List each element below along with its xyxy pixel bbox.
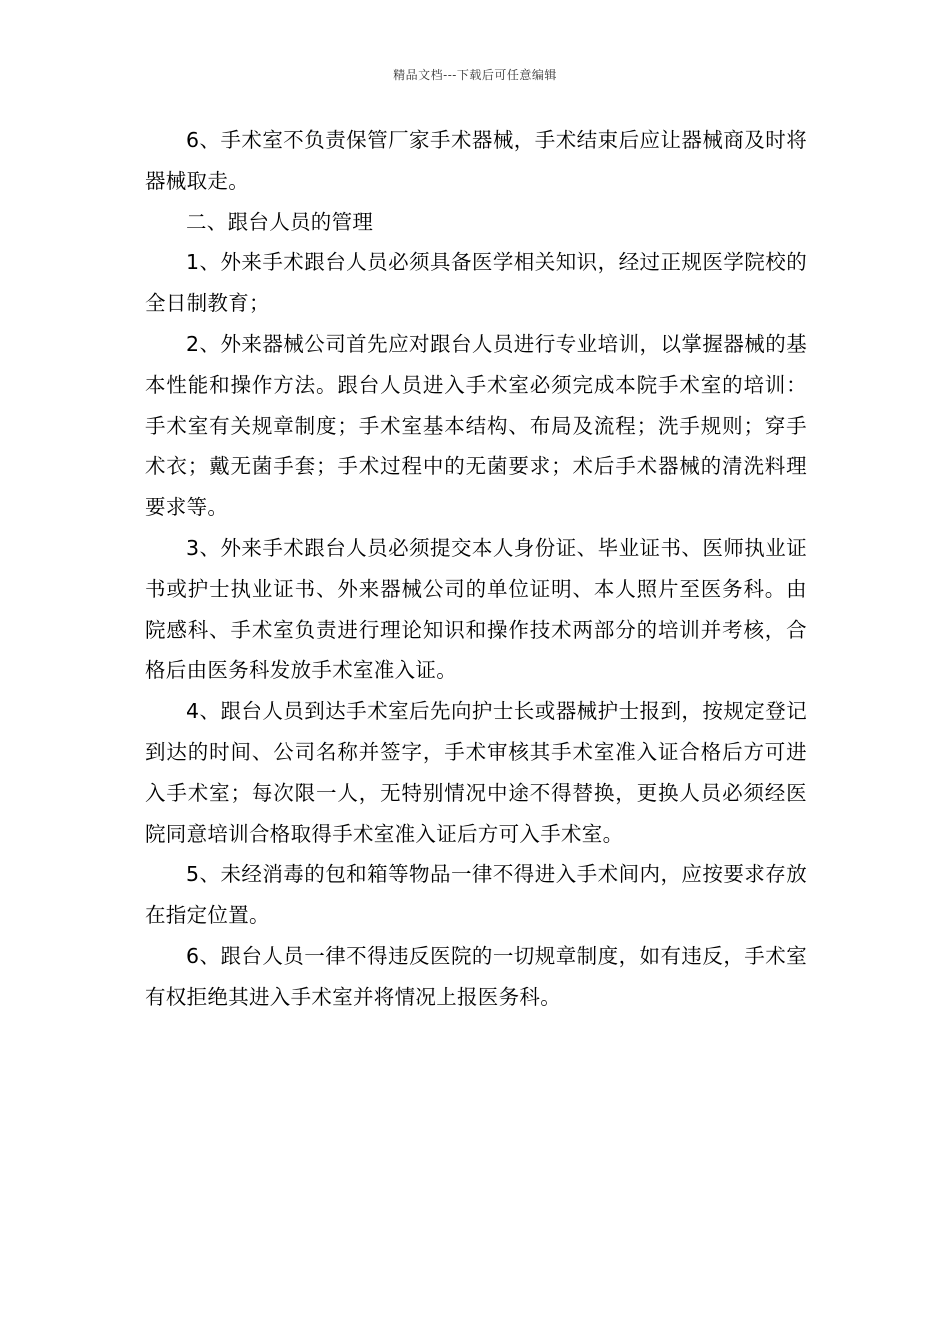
document-body [145,120,807,1018]
paragraph-item-5-unsterilized-items: 5、未经消毒的包和箱等物品一律不得进入手术间内，应按要求存放在指定位置。 [145,862,807,928]
paragraph-item-6-instruments: 6、手术室不负责保管厂家手术器械，手术结束后应让器械商及时将器械取走。 [145,128,807,193]
page-header: 精品文档---下载后可任意编辑 [393,68,557,82]
paragraph-item-1-qualification: 1、外来手术跟台人员必须具备医学相关知识，经过正规医学院校的全日制教育； [145,250,807,316]
paragraph-item-2-training: 2、外来器械公司首先应对跟台人员进行专业培训，以掌握器械的基本性能和操作方法。跟台人员进入手术室必须完成本院手术室的培训：手术室有关规章制度；手术室基本结构、布局及流程；洗手规则；穿手术衣；戴无菌手套；手术过程中的无菌要求；术后手术器械的清洗料理要求等。 [145,331,807,520]
paragraph-item-4-registration: 4、跟台人员到达手术室后先向护士长或器械护士报到，按规定登记到达的时间、公司名称并签字，手术审核其手术室准入证合格后方可进入手术室；每次限一人，无特别情况中途不得替换，更换人员必须经医院同意培训合格取得手术室准入证后方可入手术室。 [145,699,807,846]
section-heading-staff-management: 二、跟台人员的管理 [186,209,374,234]
paragraph-item-6-rules: 6、跟台人员一律不得违反医院的一切规章制度，如有违反，手术室有权拒绝其进入手术室并将情况上报医务科。 [145,943,807,1009]
paragraph-item-3-documents: 3、外来手术跟台人员必须提交本人身份证、毕业证书、医师执业证书或护士执业证书、外来器械公司的单位证明、本人照片至医务科。由院感科、手术室负责进行理论知识和操作技术两部分的培训并考核，合格后由医务科发放手术室准入证。 [145,535,807,683]
